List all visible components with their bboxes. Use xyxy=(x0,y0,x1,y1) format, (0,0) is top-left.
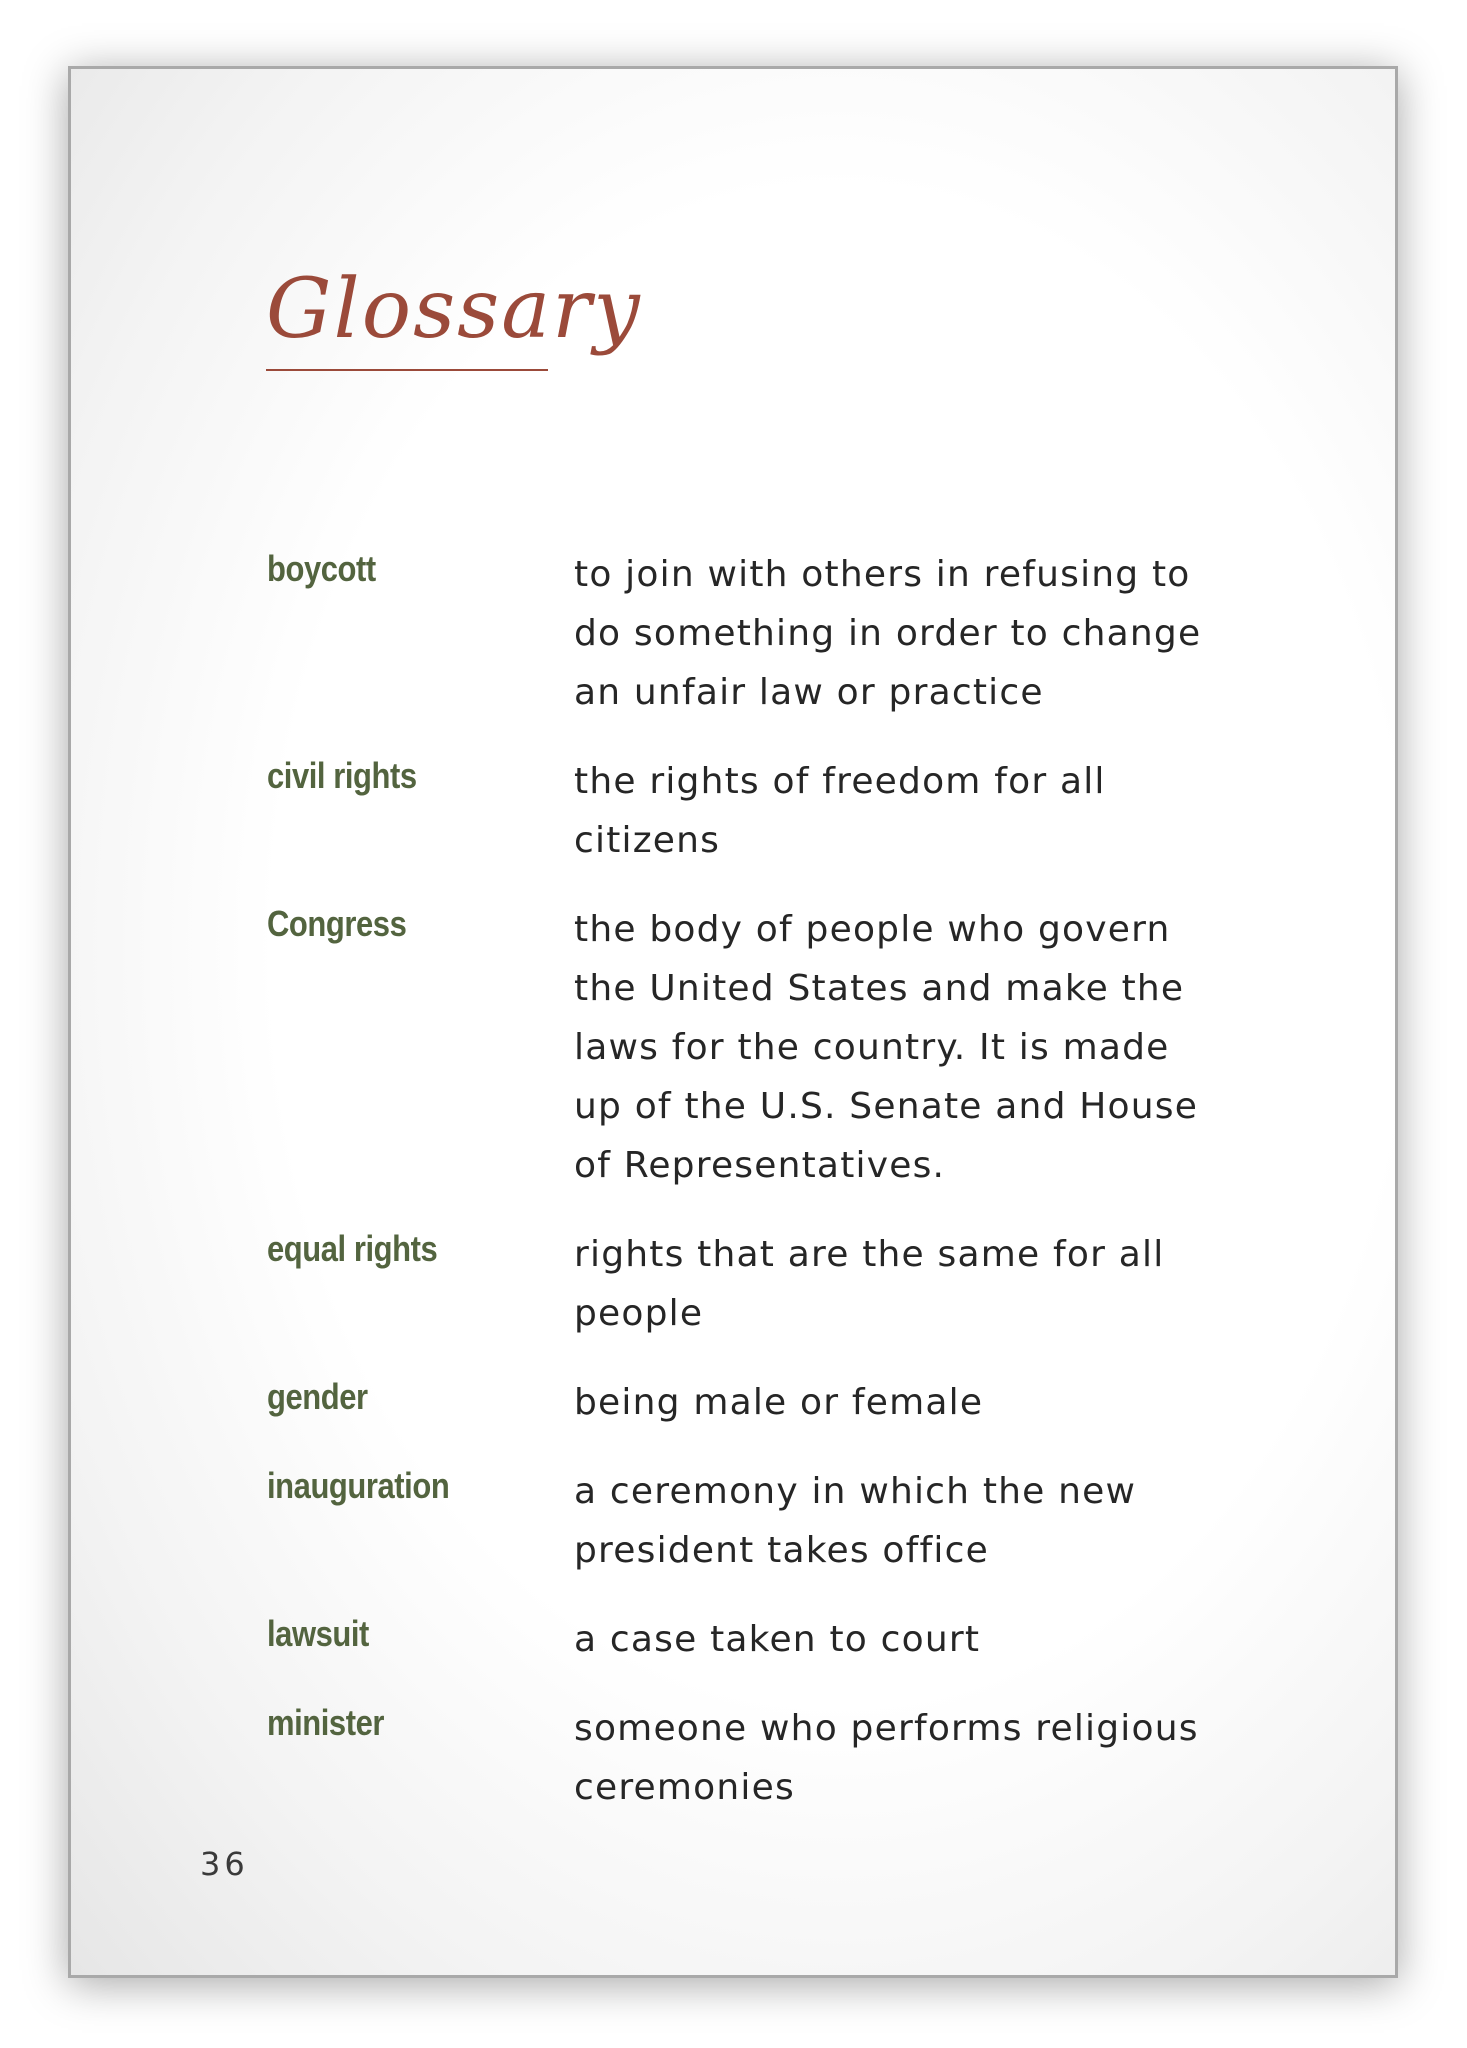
glossary-term: civil rights xyxy=(267,755,417,796)
glossary-entry xyxy=(267,1462,1267,1580)
glossary-term: inauguration xyxy=(267,1465,450,1506)
page-number: 36 xyxy=(200,1845,249,1883)
glossary-term: Congress xyxy=(267,903,407,944)
glossary-definition: the body of people who govern the United States and make the laws for the country. It is made up of the U.S. Senate and House of Representatives. xyxy=(574,909,1199,1186)
glossary-definition: the rights of freedom for all citizens xyxy=(574,761,1106,861)
glossary-term: equal rights xyxy=(267,1228,438,1269)
glossary-definition: a case taken to court xyxy=(574,1619,981,1660)
glossary-entry xyxy=(267,1225,1267,1343)
glossary-entry xyxy=(267,1610,1267,1669)
glossary-definition: someone who performs religious ceremonies xyxy=(574,1708,1199,1808)
glossary-term: lawsuit xyxy=(267,1613,369,1654)
glossary-definition: rights that are the same for all people xyxy=(574,1234,1165,1334)
glossary-definition: being male or female xyxy=(574,1382,984,1423)
glossary-entry xyxy=(267,1373,1267,1432)
glossary-term: minister xyxy=(267,1702,385,1743)
glossary-definition: to join with others in refusing to do something in order to change an unfair law or practice xyxy=(574,554,1202,713)
glossary-definition: a ceremony in which the new president takes office xyxy=(574,1471,1137,1571)
glossary-entry xyxy=(267,545,1267,722)
glossary-entry xyxy=(267,1699,1267,1817)
book-page xyxy=(68,66,1398,1978)
title-underline xyxy=(266,369,548,371)
glossary-list xyxy=(267,545,1267,1847)
glossary-entry xyxy=(267,752,1267,870)
glossary-entry xyxy=(267,900,1267,1195)
page-title: Glossary xyxy=(266,262,642,357)
glossary-term: boycott xyxy=(267,548,376,589)
glossary-term: gender xyxy=(267,1376,368,1417)
